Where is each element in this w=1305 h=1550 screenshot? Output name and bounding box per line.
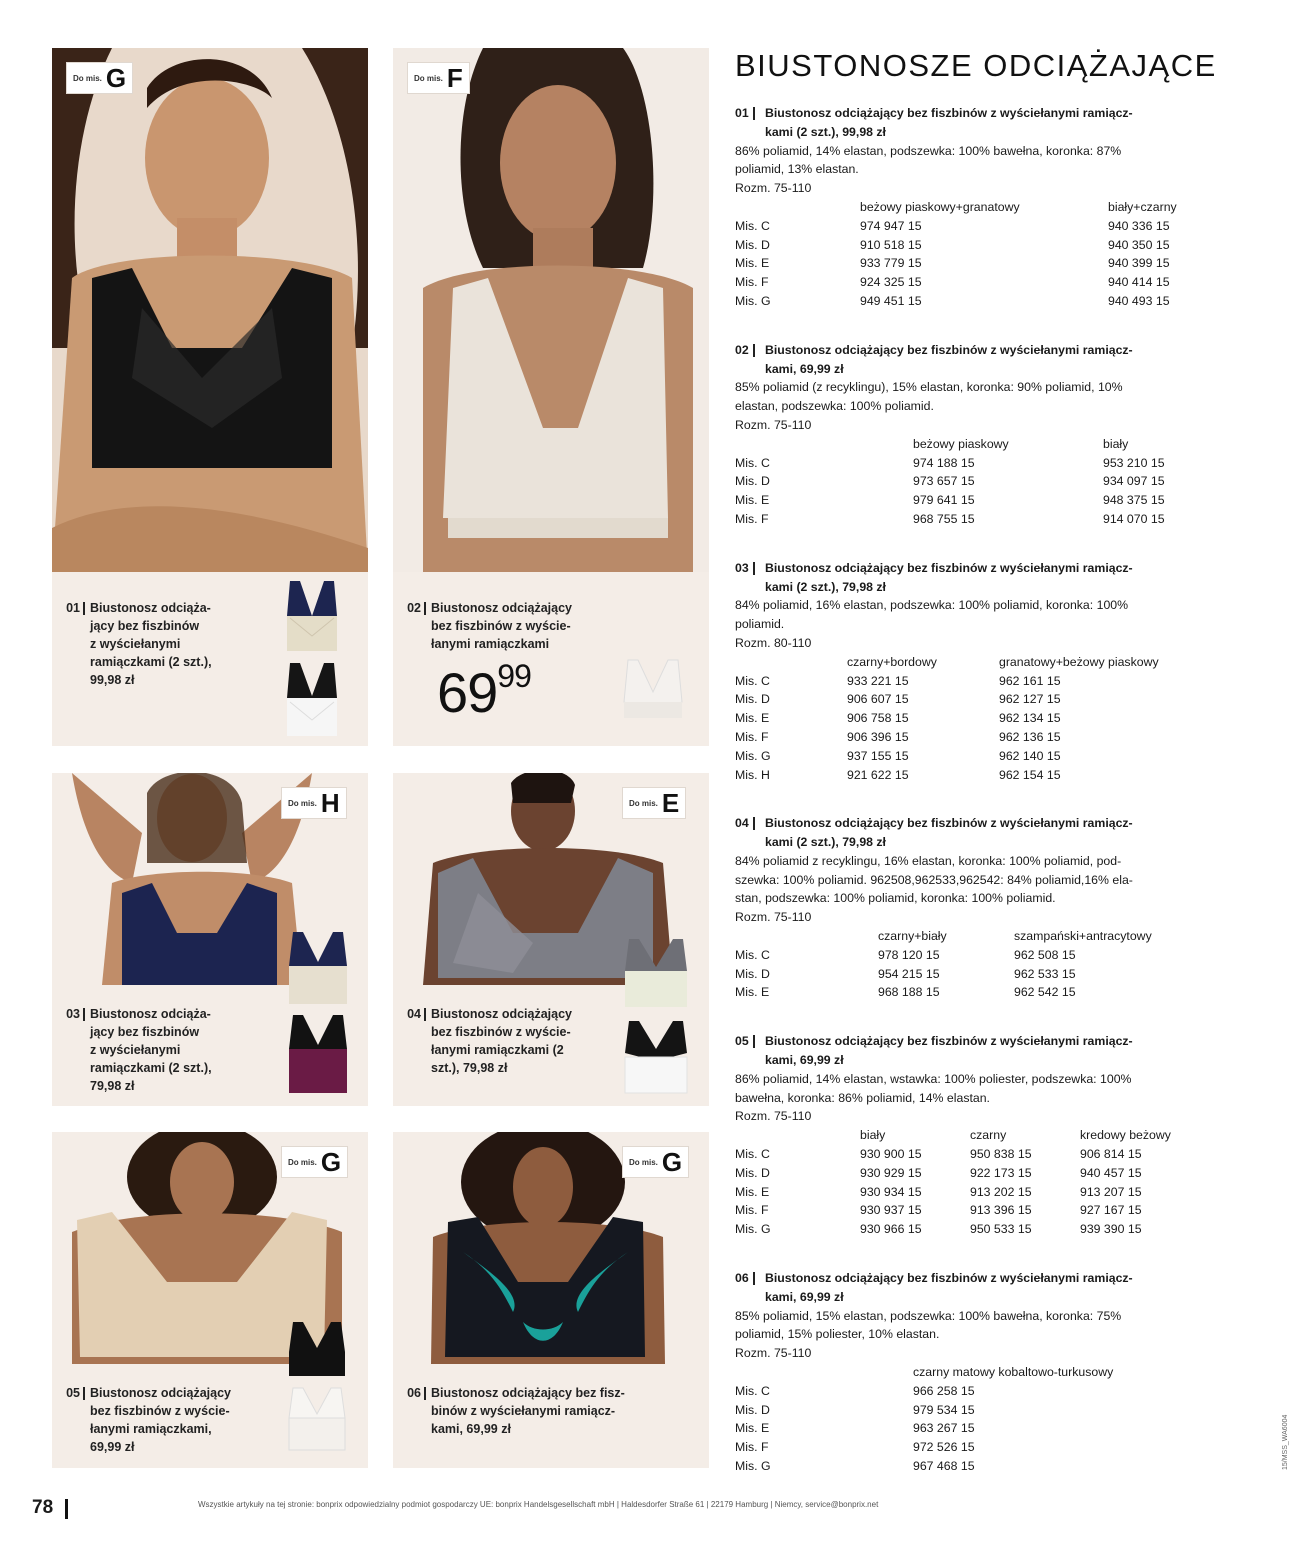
product-photo-01 xyxy=(52,48,368,572)
caption-line: 99,98 zł xyxy=(90,673,135,687)
caption-line: bez fiszbinów z wyście- xyxy=(90,1404,230,1418)
section-heading xyxy=(735,1269,1245,1307)
cup-badge-05 xyxy=(282,1147,347,1177)
badge-cup-size: E xyxy=(661,788,680,818)
color-column-header: granatowy+beżowy piaskowy xyxy=(999,654,1159,669)
product-thumbnail-black xyxy=(285,1318,349,1380)
cup-size-label: Mis. E xyxy=(735,985,770,1000)
cup-size-label: Mis. F xyxy=(735,1203,769,1218)
color-column-header: beżowy piaskowy xyxy=(913,436,1009,451)
badge-cup-size: H xyxy=(320,788,340,818)
material-line: poliamid, 15% poliester, 10% elastan. xyxy=(735,1327,940,1342)
article-number: 913 396 15 xyxy=(970,1203,1032,1218)
article-number: 937 155 15 xyxy=(847,748,909,763)
variant-table-corner xyxy=(735,198,860,217)
article-number: 968 755 15 xyxy=(913,511,975,526)
article-number: 962 161 15 xyxy=(999,673,1061,688)
color-column-header: biały+czarny xyxy=(1108,199,1177,214)
article-number: 930 900 15 xyxy=(860,1147,922,1162)
article-number: 962 154 15 xyxy=(999,767,1061,782)
article-number: 962 533 15 xyxy=(1014,966,1076,981)
product-caption-03 xyxy=(52,1005,272,1105)
badge-cup-size: G xyxy=(661,1147,683,1177)
caption-line: jący bez fiszbinów xyxy=(90,1025,200,1039)
article-number: 930 937 15 xyxy=(860,1203,922,1218)
product-details-column xyxy=(735,48,1245,1506)
variant-table xyxy=(735,1126,1245,1239)
article-number: 906 814 15 xyxy=(1080,1147,1142,1162)
cup-size-label: Mis. H xyxy=(735,767,770,782)
heading-line: Biustonosz odciążający bez fiszbinów z wyściełanymi ramiącz- xyxy=(765,342,1133,357)
cup-size-label: Mis. C xyxy=(735,455,770,470)
badge-cup-size: F xyxy=(446,63,463,93)
product-thumbnail-white xyxy=(285,1384,349,1456)
article-number: 934 097 15 xyxy=(1103,474,1165,489)
article-number: 940 336 15 xyxy=(1108,218,1170,233)
color-column-header: biały xyxy=(860,1128,886,1143)
article-number: 962 508 15 xyxy=(1014,947,1076,962)
cup-badge-01 xyxy=(67,63,132,93)
cup-size-label: Mis. G xyxy=(735,293,771,308)
section-number: 02 xyxy=(735,341,749,360)
badge-prefix: Do mis. xyxy=(288,1157,317,1167)
article-number: 906 396 15 xyxy=(847,729,909,744)
variant-table-corner xyxy=(735,653,847,672)
color-column-header: czarny+bordowy xyxy=(847,654,937,669)
article-number: 962 136 15 xyxy=(999,729,1061,744)
cup-size-label: Mis. E xyxy=(735,1184,770,1199)
badge-cup-size: G xyxy=(320,1147,342,1177)
product-number: 03 xyxy=(52,1005,80,1023)
product-card-01[interactable] xyxy=(52,48,368,746)
heading-line: kami (2 szt.), 99,98 zł xyxy=(765,124,886,139)
caption-line: ramiączkami (2 szt.), xyxy=(90,655,212,669)
article-number: 921 622 15 xyxy=(847,767,909,782)
article-number: 933 221 15 xyxy=(847,673,909,688)
article-number: 950 838 15 xyxy=(970,1147,1032,1162)
cup-size-label: Mis. G xyxy=(735,748,771,763)
product-card-04[interactable] xyxy=(393,773,709,1106)
article-number: 906 758 15 xyxy=(847,711,909,726)
variant-table xyxy=(735,927,1245,1002)
cup-size-label: Mis. F xyxy=(735,511,769,526)
caption-line: Biustonosz odciążający xyxy=(431,1007,573,1021)
section-heading xyxy=(735,814,1245,852)
variant-table xyxy=(735,653,1245,785)
article-number: 963 267 15 xyxy=(913,1421,975,1436)
caption-line: Biustonosz odciążający xyxy=(431,601,573,615)
article-number: 910 518 15 xyxy=(860,237,922,252)
cup-size-label: Mis. F xyxy=(735,729,769,744)
article-number: 973 657 15 xyxy=(913,474,975,489)
material-line: 86% poliamid, 14% elastan, podszewka: 100% bawełna, koronka: 87% xyxy=(735,143,1122,158)
cup-size-label: Mis. D xyxy=(735,1402,770,1417)
size-range: Rozm. 80-110 xyxy=(735,635,812,650)
cup-badge-03 xyxy=(282,788,346,818)
product-caption-06 xyxy=(393,1384,693,1444)
product-thumbnail-black-white xyxy=(621,1017,691,1097)
article-number: 967 468 15 xyxy=(913,1459,975,1473)
page-number: 78 xyxy=(32,1497,54,1518)
material-line: poliamid. xyxy=(735,617,785,632)
caption-line: łanymi ramiączkami xyxy=(431,637,550,651)
article-number: 972 526 15 xyxy=(913,1440,975,1455)
product-card-02[interactable] xyxy=(393,48,709,746)
badge-cup-size: G xyxy=(105,63,127,93)
caption-line: bez fiszbinów z wyście- xyxy=(431,619,571,633)
article-number: 953 210 15 xyxy=(1103,455,1165,470)
article-number: 930 966 15 xyxy=(860,1222,922,1237)
article-number: 974 947 15 xyxy=(860,218,922,233)
cup-size-label: Mis. G xyxy=(735,1459,771,1473)
material-line: 86% poliamid, 14% elastan, wstawka: 100% poliester, podszewka: 100% xyxy=(735,1071,1132,1086)
heading-line: kami (2 szt.), 79,98 zł xyxy=(765,579,886,594)
article-number: 962 140 15 xyxy=(999,748,1061,763)
product-thumbnail-black-burgundy xyxy=(285,1011,351,1097)
article-number: 940 457 15 xyxy=(1080,1165,1142,1180)
section-number: 04 xyxy=(735,814,749,833)
page-title: BIUSTONOSZE ODCIĄŻAJĄCE xyxy=(735,48,1217,83)
product-thumbnail-black xyxy=(282,658,342,740)
cup-size-label: Mis. C xyxy=(735,947,770,962)
price-tag xyxy=(437,660,531,725)
cup-size-label: Mis. D xyxy=(735,1165,770,1180)
material-line: 85% poliamid, 15% elastan, podszewka: 100% bawełna, koronka: 75% xyxy=(735,1308,1122,1323)
article-number: 933 779 15 xyxy=(860,256,922,271)
variant-table xyxy=(735,198,1245,311)
heading-line: Biustonosz odciążający bez fiszbinów z wyściełanymi ramiącz- xyxy=(765,106,1133,120)
article-number: 940 493 15 xyxy=(1108,293,1170,308)
color-column-header: czarny+biały xyxy=(878,929,947,944)
article-number: 940 399 15 xyxy=(1108,256,1170,271)
color-column-header: biały xyxy=(1103,436,1129,451)
section-number: 03 xyxy=(735,559,749,578)
footer-legal-text: Wszystkie artykuły na tej stronie: bonprix odpowiedzialny podmiot gospodarczy UE: bonprix Handelsgesellschaft mbH | Haldesdorfer Straße 61 | 22179 Hamburg | Niemcy, service@bonprix.net xyxy=(198,1500,879,1509)
article-number: 974 188 15 xyxy=(913,455,975,470)
section-heading xyxy=(735,559,1245,597)
material-line: stan, podszewka: 100% poliamid, koronka: 100% poliamid. xyxy=(735,891,1056,906)
caption-line: Biustonosz odciąża- xyxy=(90,601,211,615)
caption-line: jący bez fiszbinów xyxy=(90,619,200,633)
variant-table-corner xyxy=(735,927,878,946)
product-thumbnail-grey-champagne xyxy=(621,935,691,1011)
color-column-header: szampański+antracytowy xyxy=(1014,929,1152,944)
section-heading xyxy=(735,341,1245,379)
product-number: 05 xyxy=(52,1384,80,1402)
size-range: Rozm. 75-110 xyxy=(735,1346,812,1361)
product-section-05 xyxy=(735,1032,1245,1239)
product-card-03[interactable] xyxy=(52,773,368,1106)
article-number: 922 173 15 xyxy=(970,1165,1032,1180)
material-line: 84% poliamid z recyklingu, 16% elastan, koronka: 100% poliamid, pod- xyxy=(735,853,1122,868)
article-number: 950 533 15 xyxy=(970,1222,1032,1237)
product-number: 04 xyxy=(393,1005,421,1023)
cup-size-label: Mis. F xyxy=(735,1440,769,1455)
cup-size-label: Mis. E xyxy=(735,493,770,508)
article-number: 924 325 15 xyxy=(860,275,922,290)
cup-size-label: Mis. E xyxy=(735,256,770,271)
caption-line: łanymi ramiączkami, xyxy=(90,1422,212,1436)
cup-size-label: Mis. C xyxy=(735,218,770,233)
badge-prefix: Do mis. xyxy=(414,73,443,83)
badge-prefix: Do mis. xyxy=(288,798,317,808)
product-number: 01 xyxy=(52,599,80,617)
article-number: 978 120 15 xyxy=(878,947,940,962)
caption-line: kami, 69,99 zł xyxy=(431,1422,511,1436)
variant-table xyxy=(735,1363,1245,1476)
cup-size-label: Mis. D xyxy=(735,692,770,707)
heading-line: Biustonosz odciążający bez fiszbinów z wyściełanymi ramiącz- xyxy=(765,1271,1133,1286)
article-number: 927 167 15 xyxy=(1080,1203,1142,1218)
variant-table-corner xyxy=(735,1126,860,1145)
article-number: 913 202 15 xyxy=(970,1184,1032,1199)
article-number: 906 607 15 xyxy=(847,692,909,707)
size-range: Rozm. 75-110 xyxy=(735,181,812,196)
product-card-06[interactable] xyxy=(393,1132,709,1468)
caption-line: 79,98 zł xyxy=(90,1079,135,1093)
cup-size-label: Mis. C xyxy=(735,1383,770,1398)
color-column-header: czarny matowy kobaltowo-turkusowy xyxy=(913,1365,1114,1380)
product-section-01 xyxy=(735,104,1245,311)
cup-size-label: Mis. C xyxy=(735,673,770,688)
product-caption-05 xyxy=(52,1384,282,1464)
material-line: elastan, podszewka: 100% poliamid. xyxy=(735,399,934,414)
cup-badge-06 xyxy=(623,1147,688,1177)
color-column-header: kredowy beżowy xyxy=(1080,1128,1171,1143)
product-section-02 xyxy=(735,341,1245,529)
heading-line: Biustonosz odciążający bez fiszbinów z wyściełanymi ramiącz- xyxy=(765,560,1133,575)
product-section-03 xyxy=(735,559,1245,785)
cup-badge-04 xyxy=(623,788,685,818)
article-number: 930 934 15 xyxy=(860,1184,922,1199)
article-number: 948 375 15 xyxy=(1103,493,1165,508)
article-number: 930 929 15 xyxy=(860,1165,922,1180)
article-number: 913 207 15 xyxy=(1080,1184,1142,1199)
heading-line: Biustonosz odciążający bez fiszbinów z wyściełanymi ramiącz- xyxy=(765,816,1133,831)
section-number: 05 xyxy=(735,1032,749,1051)
material-line: poliamid, 13% elastan. xyxy=(735,162,859,177)
product-thumbnail-navy-beige xyxy=(285,928,351,1008)
catalog-code: 15/MSS_WA6004 xyxy=(1282,1414,1289,1470)
section-heading xyxy=(735,104,1245,142)
article-number: 940 350 15 xyxy=(1108,237,1170,252)
article-number: 939 390 15 xyxy=(1080,1222,1142,1237)
cup-size-label: Mis. G xyxy=(735,1222,771,1237)
section-number: 06 xyxy=(735,1269,749,1288)
product-number: 02 xyxy=(393,599,421,617)
article-number: 962 134 15 xyxy=(999,711,1061,726)
section-number: 01 xyxy=(735,104,749,123)
cup-size-label: Mis. D xyxy=(735,474,770,489)
price-cents: 99 xyxy=(497,658,531,694)
heading-line: kami, 69,99 zł xyxy=(765,361,844,376)
article-number: 966 258 15 xyxy=(913,1383,975,1398)
product-thumbnail-navy xyxy=(282,576,342,654)
cup-size-label: Mis. F xyxy=(735,275,769,290)
caption-line: Biustonosz odciążający bez fisz- xyxy=(431,1386,625,1400)
caption-line: bez fiszbinów z wyście- xyxy=(431,1025,571,1039)
cup-badge-02 xyxy=(408,63,469,93)
material-line: 84% poliamid, 16% elastan, podszewka: 100% poliamid, koronka: 100% xyxy=(735,598,1129,613)
product-sections xyxy=(735,104,1245,1476)
cup-size-label: Mis. E xyxy=(735,1421,770,1436)
article-number: 962 127 15 xyxy=(999,692,1061,707)
caption-line: binów z wyściełanymi ramiącz- xyxy=(431,1404,616,1418)
product-caption-01 xyxy=(52,599,272,699)
material-line: szewka: 100% poliamid. 962508,962533,962542: 84% poliamid,16% ela- xyxy=(735,872,1133,887)
heading-line: Biustonosz odciążający bez fiszbinów z wyściełanymi ramiącz- xyxy=(765,1034,1133,1049)
variant-table-corner xyxy=(735,1363,913,1382)
size-range: Rozm. 75-110 xyxy=(735,910,812,925)
caption-line: z wyściełanymi xyxy=(90,637,181,651)
article-number: 949 451 15 xyxy=(860,293,922,308)
material-line: bawełna, koronka: 86% poliamid, 14% elastan. xyxy=(735,1090,990,1105)
caption-line: Biustonosz odciąża- xyxy=(90,1007,211,1021)
variant-table xyxy=(735,435,1245,529)
product-section-06 xyxy=(735,1269,1245,1476)
product-number: 06 xyxy=(393,1384,421,1402)
cup-size-label: Mis. C xyxy=(735,1147,770,1162)
color-column-header: czarny xyxy=(970,1128,1007,1143)
price-main: 69 xyxy=(437,661,498,724)
article-number: 940 414 15 xyxy=(1108,275,1170,290)
heading-line: kami, 69,99 zł xyxy=(765,1289,844,1304)
product-card-05[interactable] xyxy=(52,1132,368,1468)
article-number: 979 641 15 xyxy=(913,493,975,508)
size-range: Rozm. 75-110 xyxy=(735,417,812,432)
color-column-header: beżowy piaskowy+granatowy xyxy=(860,199,1020,214)
caption-line: ramiączkami (2 szt.), xyxy=(90,1061,212,1075)
caption-line: szt.), 79,98 zł xyxy=(431,1061,508,1075)
caption-line: 69,99 zł xyxy=(90,1440,135,1454)
product-photo-02 xyxy=(393,48,709,572)
cup-size-label: Mis. D xyxy=(735,237,770,252)
article-number: 914 070 15 xyxy=(1103,511,1165,526)
article-number: 962 542 15 xyxy=(1014,985,1076,1000)
product-caption-02 xyxy=(393,599,623,659)
variant-table-corner xyxy=(735,435,913,454)
caption-line: z wyściełanymi xyxy=(90,1043,181,1057)
cup-size-label: Mis. D xyxy=(735,966,770,981)
product-caption-04 xyxy=(393,1005,623,1085)
heading-line: kami, 69,99 zł xyxy=(765,1053,844,1068)
caption-line: łanymi ramiączkami (2 xyxy=(431,1043,564,1057)
badge-prefix: Do mis. xyxy=(73,73,102,83)
caption-line: Biustonosz odciążający xyxy=(90,1386,232,1400)
size-range: Rozm. 75-110 xyxy=(735,1109,812,1124)
product-section-04 xyxy=(735,814,1245,1002)
heading-line: kami (2 szt.), 79,98 zł xyxy=(765,835,886,850)
product-thumbnail-white xyxy=(618,652,688,730)
article-number: 968 188 15 xyxy=(878,985,940,1000)
article-number: 979 534 15 xyxy=(913,1402,975,1417)
material-line: 85% poliamid (z recyklingu), 15% elastan, koronka: 90% poliamid, 10% xyxy=(735,380,1123,395)
badge-prefix: Do mis. xyxy=(629,1157,658,1167)
badge-prefix: Do mis. xyxy=(629,798,658,808)
section-heading xyxy=(735,1032,1245,1070)
article-number: 954 215 15 xyxy=(878,966,940,981)
cup-size-label: Mis. E xyxy=(735,711,770,726)
